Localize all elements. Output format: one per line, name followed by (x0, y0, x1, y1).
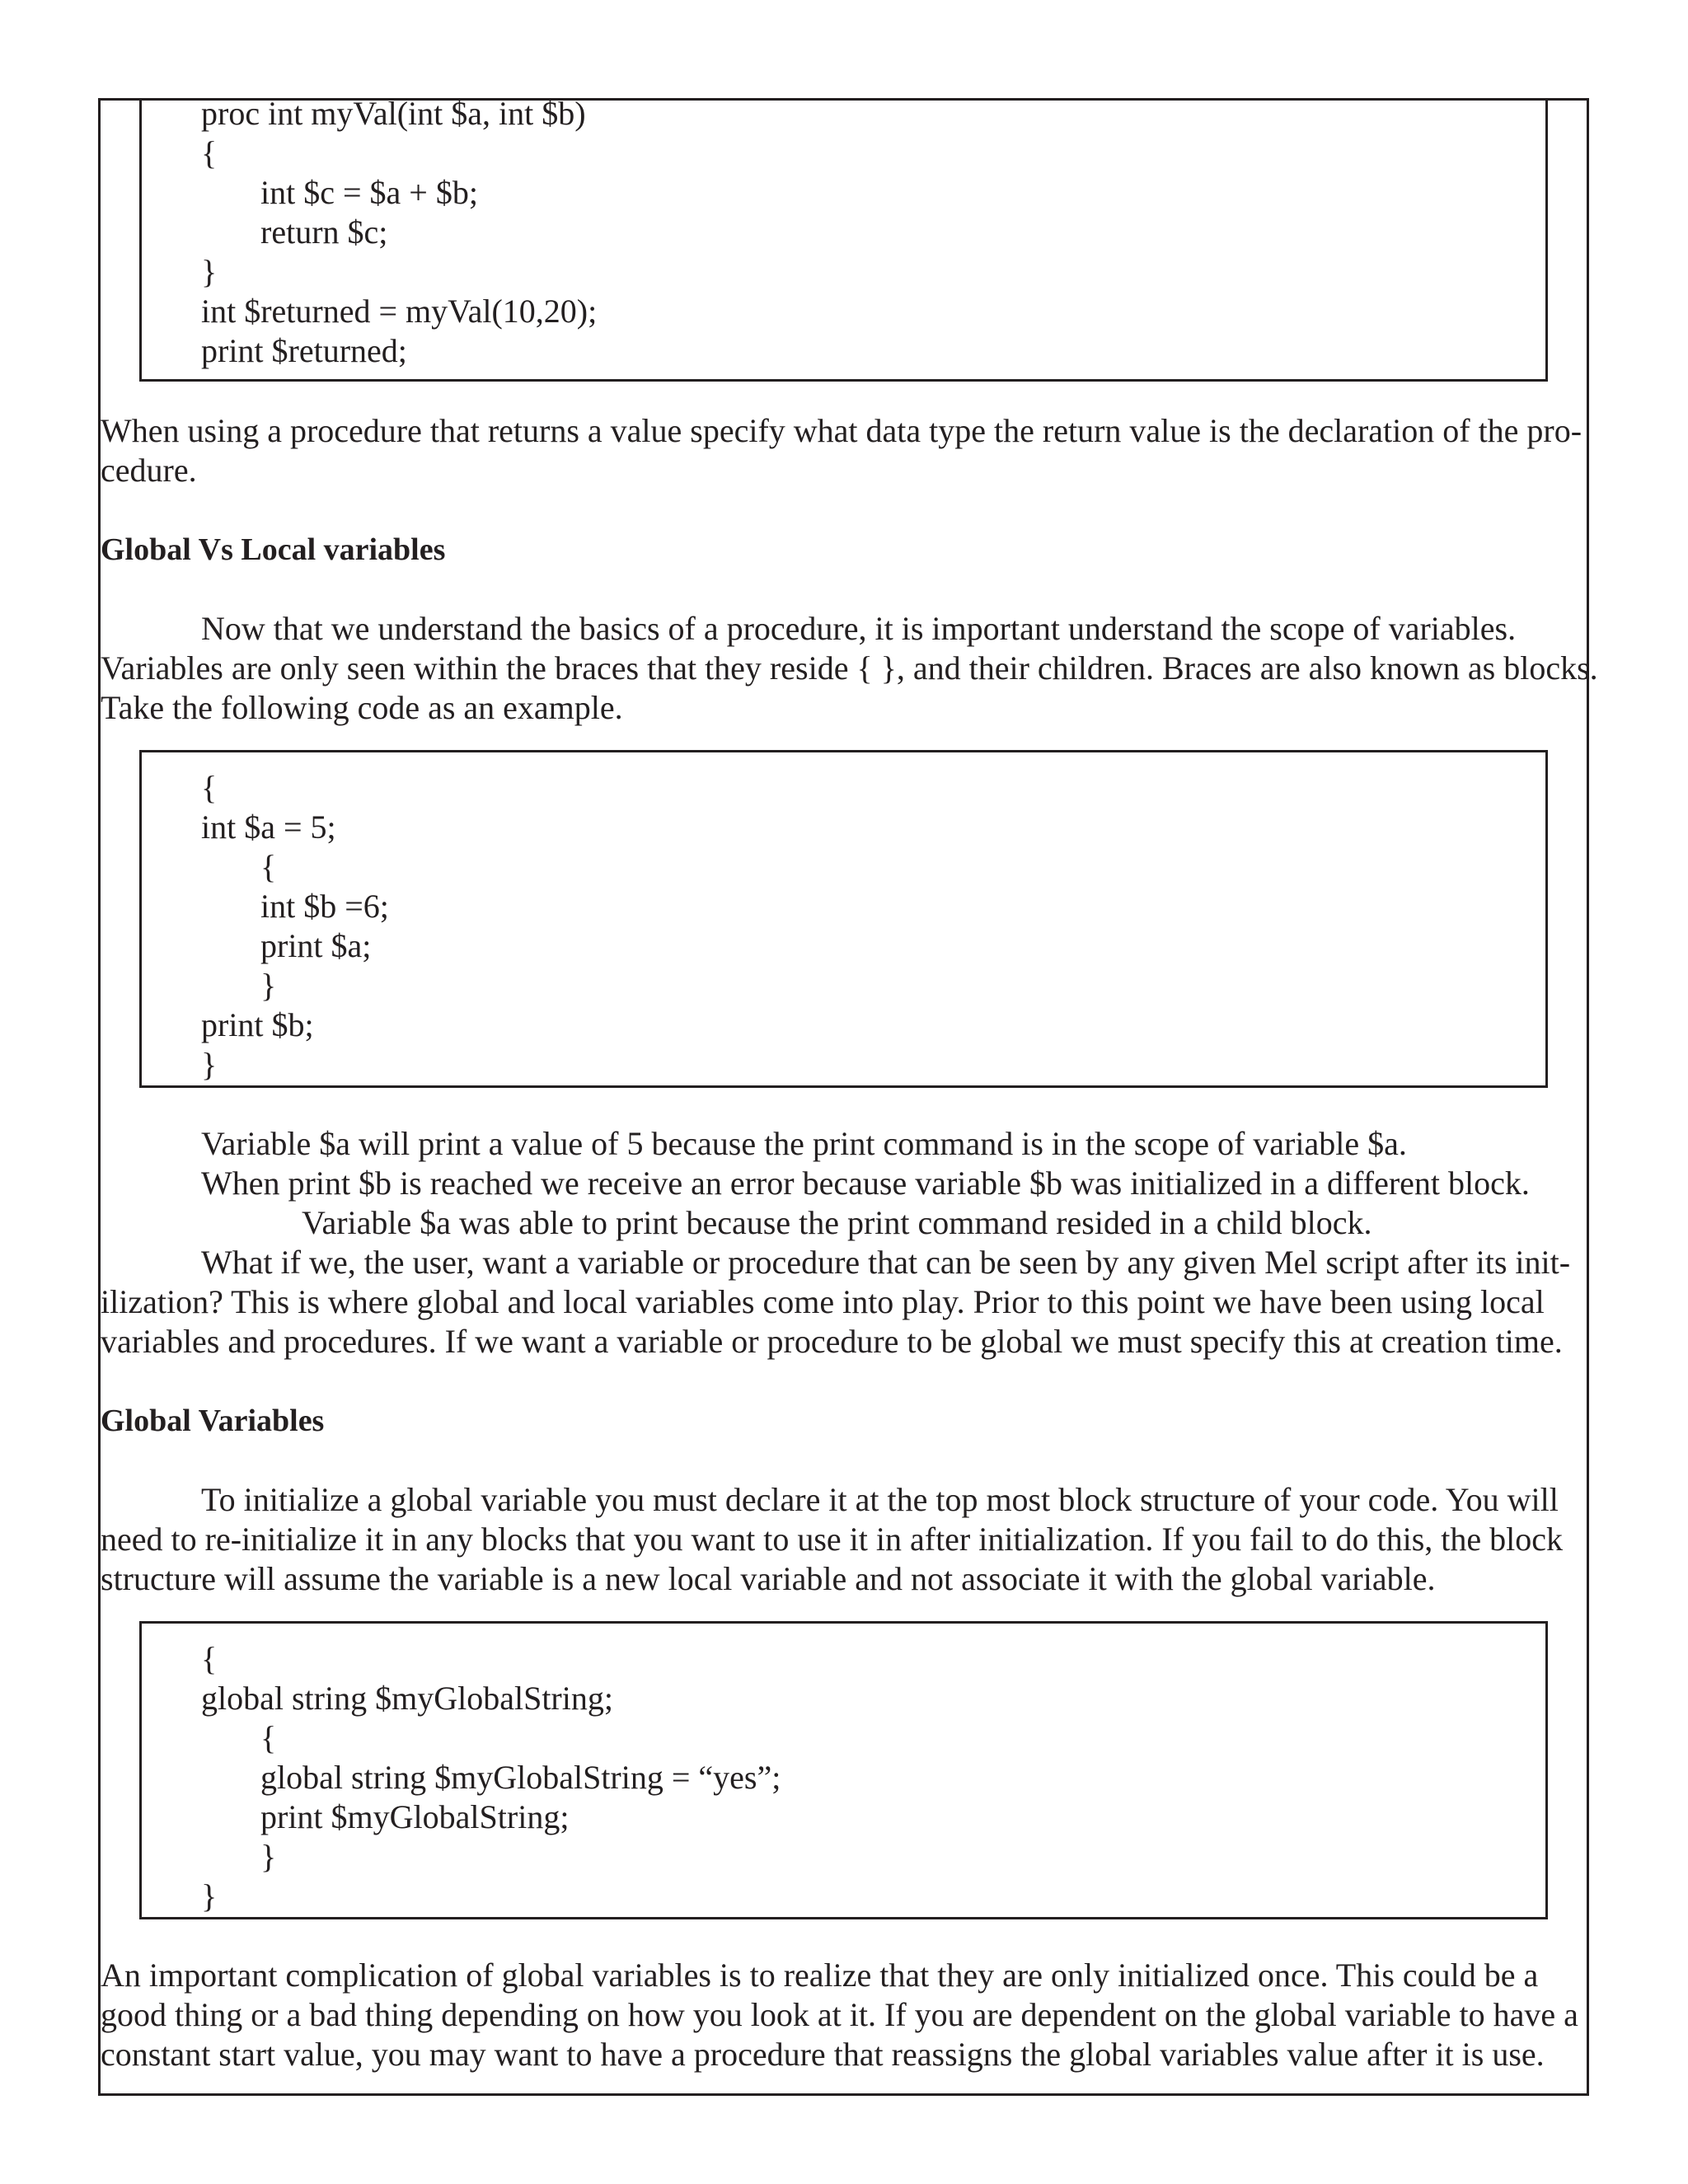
code-line: return $c; (260, 213, 388, 251)
paragraph-line: Now that we understand the basics of a procedure, it is important understand the scope of variables. (201, 610, 1517, 647)
code-line: } (201, 1877, 218, 1915)
code-line: { (201, 134, 218, 171)
paragraph-line: structure will assume the variable is a new local variable and not associate it with the global variable. (101, 1560, 1436, 1597)
code-line: { (201, 769, 218, 806)
paragraph-line: need to re-initialize it in any blocks that you want to use it in after initialization. If you fail to do this, the block (101, 1521, 1564, 1558)
code-line: int $a = 5; (201, 808, 336, 846)
code-line: print $returned; (201, 332, 407, 369)
paragraph-line: constant start value, you may want to have a procedure that reassigns the global variables value after it is use. (101, 2036, 1545, 2073)
code-line: print $myGlobalString; (260, 1798, 570, 1835)
code-line: int $b =6; (260, 888, 389, 925)
code-line: { (260, 1719, 277, 1756)
code-line: } (201, 1046, 218, 1083)
code-line: { (260, 848, 277, 885)
paragraph-line: To initialize a global variable you must declare it at the top most block structure of your code. You will (201, 1481, 1559, 1518)
paragraph-line: good thing or a bad thing depending on how you look at it. If you are dependent on the global variable to have a (101, 1996, 1578, 2033)
code-line: } (201, 253, 218, 290)
paragraph-line: ilization? This is where global and local variables come into play. Prior to this point we have been using local (101, 1283, 1545, 1320)
code-line: int $returned = myVal(10,20); (201, 293, 598, 330)
code-line: } (260, 1838, 277, 1875)
paragraph-line: Variables are only seen within the braces that they reside { }, and their children. Braces are also known as blocks. (101, 649, 1598, 687)
paragraph-line: What if we, the user, want a variable or procedure that can be seen by any given Mel script after its init- (201, 1244, 1571, 1281)
code-line: { (201, 1640, 218, 1677)
code-line: print $a; (260, 927, 372, 964)
code-line: global string $myGlobalString; (201, 1680, 613, 1717)
paragraph-line: When print $b is reached we receive an error because variable $b was initialized in a different block. (201, 1165, 1530, 1202)
section-heading: Global Variables (101, 1404, 325, 1438)
paragraph-line: When using a procedure that returns a value specify what data type the return value is the declaration of the pro- (101, 412, 1582, 449)
paragraph-line: variables and procedures. If we want a variable or procedure to be global we must specify this at creation time. (101, 1323, 1563, 1360)
code-line: global string $myGlobalString = “yes”; (260, 1759, 781, 1796)
code-line: int $c = $a + $b; (260, 174, 478, 211)
paragraph-line: Take the following code as an example. (101, 689, 623, 726)
code-line: print $b; (201, 1006, 314, 1043)
code-line: } (260, 967, 277, 1004)
paragraph-line: cedure. (101, 452, 197, 489)
section-heading: Global Vs Local variables (101, 532, 446, 567)
paragraph-line: An important complication of global variables is to realize that they are only initialized once. This could be a (101, 1957, 1539, 1994)
code-line: proc int myVal(int $a, int $b) (201, 95, 586, 132)
paragraph-line: Variable $a will print a value of 5 because the print command is in the scope of variable $a. (201, 1125, 1407, 1162)
paragraph-line: Variable $a was able to print because the print command resided in a child block. (302, 1204, 1372, 1241)
